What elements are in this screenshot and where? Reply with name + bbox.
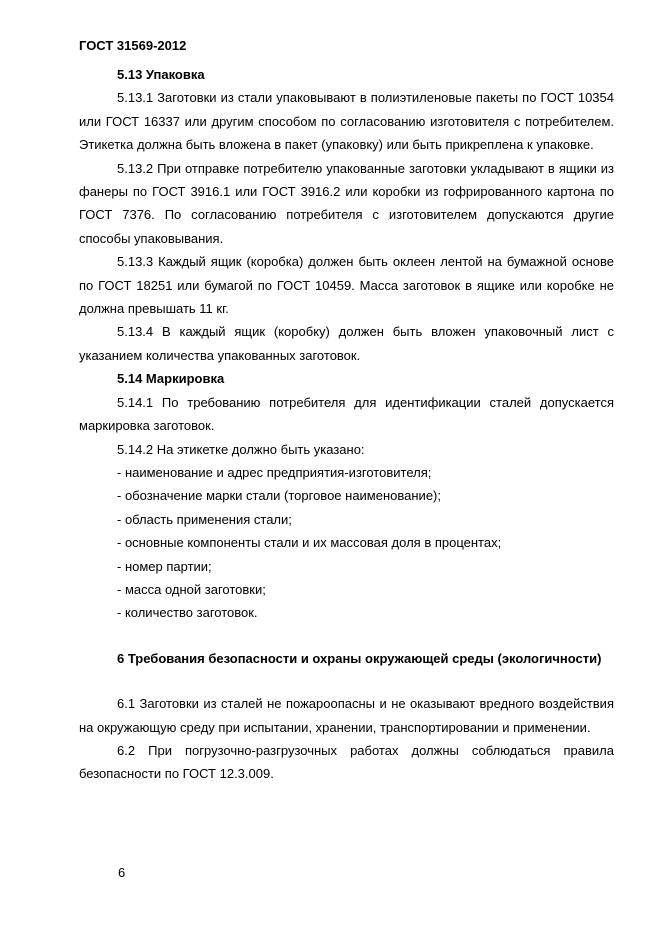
list-item: - количество заготовок.	[117, 605, 258, 621]
list-item: - наименование и адрес предприятия-изготовителя;	[117, 464, 432, 480]
section-heading-6: 6 Требования безопасности и охраны окружающей среды (экологичности)	[117, 650, 602, 666]
section-heading-5-13: 5.13 Упаковка	[117, 67, 205, 82]
paragraph-5-13-2: 5.13.2 При отправке потребителю упакованные заготовки укладывают в ящики из фанеры по ГОСТ 3916.1 или ГОСТ 3916.2 или коробки из гофрированного картона по ГОСТ 7376. По согласованию потребителя с изготовителем допускаются другие способы упаковывания.	[79, 160, 614, 246]
list-item: - область применения стали;	[117, 511, 292, 527]
paragraph-5-13-3: 5.13.3 Каждый ящик (коробка) должен быть оклеен лентой на бумажной основе по ГОСТ 18251 или бумагой по ГОСТ 10459. Масса заготовок в ящике или коробке не должна превышать 11 кг.	[79, 254, 614, 317]
list-item: - номер партии;	[117, 558, 212, 574]
list-item: - основные компоненты стали и их массовая доля в процентах;	[117, 535, 502, 551]
paragraph-5-14-1: 5.14.1 По требованию потребителя для идентификации сталей допускается маркировка заготовок.	[79, 394, 614, 434]
paragraph-5-14-2: 5.14.2 На этикетке должно быть указано:	[117, 441, 365, 457]
paragraph-6-1: 6.1 Заготовки из сталей не пожароопасны и не оказывают вредного воздействия на окружающую среду при испытании, хранении, транспортировании и применении.	[79, 696, 614, 735]
paragraph-5-13-1: 5.13.1 Заготовки из стали упаковывают в полиэтиленовые пакеты по ГОСТ 10354 или ГОСТ 16337 или другим способом по согласованию изготовителя с потребителем. Этикетка должна быть вложена в пакет (упаковку) или быть прикреплена к упаковке.	[79, 90, 614, 153]
section-heading-5-14: 5.14 Маркировка	[117, 371, 225, 387]
document-code: ГОСТ 31569-2012	[79, 38, 187, 53]
paragraph-5-13-4: 5.13.4 В каждый ящик (коробку) должен быть вложен упаковочный лист с указанием количества упакованных заготовок.	[79, 324, 614, 363]
list-item: - обозначение марки стали (торговое наименование);	[117, 488, 441, 504]
document-body	[79, 63, 614, 786]
page-number: 6	[118, 865, 126, 880]
paragraph-6-2: 6.2 При погрузочно-разгрузочных работах должны соблюдаться правила безопасности по ГОСТ 12.3.009.	[79, 742, 614, 782]
spacer	[79, 670, 614, 692]
list-item: - масса одной заготовки;	[117, 581, 266, 597]
